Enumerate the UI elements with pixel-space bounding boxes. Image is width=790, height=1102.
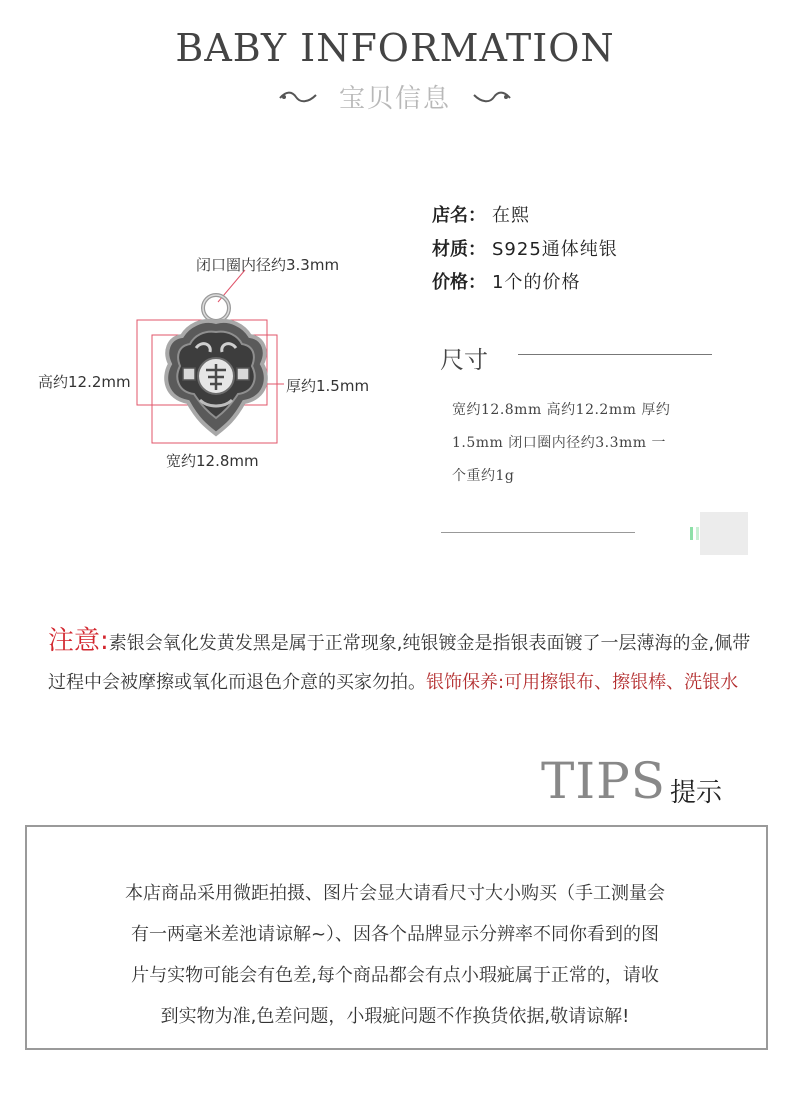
thickness-label: 厚约1.5mm xyxy=(286,377,370,395)
decoration xyxy=(696,527,699,540)
info-row-material xyxy=(432,235,618,261)
decoration xyxy=(700,512,748,555)
size-line: 1.5mm 闭口圈内径约3.3mm 一 xyxy=(452,435,667,451)
tips-text xyxy=(50,873,740,1037)
info-key: 材质： xyxy=(432,239,486,260)
info-value: 在熙 xyxy=(492,205,530,226)
decoration xyxy=(690,527,693,540)
height-label: 高约12.2mm xyxy=(38,373,131,391)
swirl-ornament-left-icon xyxy=(278,89,318,105)
product-image xyxy=(30,240,370,480)
ring-diameter-label: 闭口圈内径约3.3mm xyxy=(196,256,340,274)
info-row-shop xyxy=(432,201,530,227)
notice-text: 素银会氧化发黄发黑是属于正常现象,纯银镀金是指银表面镀了一层薄海的金,佩带过程中会被摩擦或氧化而退色介意的买家勿拍。 xyxy=(48,633,751,693)
tips-line: 片与实物可能会有色差,每个商品都会有点小瑕疵属于正常的，请收 xyxy=(131,965,659,986)
page-title: BABY INFORMATION xyxy=(175,26,615,70)
info-value: 1个的价格 xyxy=(492,272,581,293)
tips-title-cn: 提示 xyxy=(670,778,723,808)
subtitle-row xyxy=(0,78,790,115)
swirl-ornament-right-icon xyxy=(472,89,512,105)
charm-pendant-icon xyxy=(30,240,370,480)
tips-line: 到实物为准,色差问题，小瑕疵问题不作换货依据,敬请谅解! xyxy=(160,1006,630,1027)
divider xyxy=(518,354,712,355)
notice-paragraph xyxy=(48,622,760,702)
width-label: 宽约12.8mm xyxy=(166,452,259,470)
tips-line: 本店商品采用微距拍摄、图片会显大请看尺寸大小购买（手工测量会 xyxy=(125,883,665,904)
info-key: 店名： xyxy=(432,205,486,226)
info-key: 价格： xyxy=(432,272,486,293)
info-row-price xyxy=(432,268,580,294)
size-line: 个重约1g xyxy=(452,468,515,484)
care-text: 银饰保养:可用擦银布、擦银棒、洗银水 xyxy=(426,672,739,693)
tips-title: TIPS xyxy=(541,752,666,810)
notice-label: 注意: xyxy=(48,626,109,656)
size-line: 宽约12.8mm 高约12.2mm 厚约 xyxy=(452,402,671,418)
page-subtitle: 宝贝信息 xyxy=(338,84,451,114)
tips-line: 有一两毫米差池请谅解~）、因各个品牌显示分辨率不同你看到的图 xyxy=(130,924,660,945)
divider xyxy=(441,532,635,533)
size-description xyxy=(452,394,712,493)
size-heading: 尺寸 xyxy=(440,346,488,374)
info-value: S925通体纯银 xyxy=(492,239,618,260)
